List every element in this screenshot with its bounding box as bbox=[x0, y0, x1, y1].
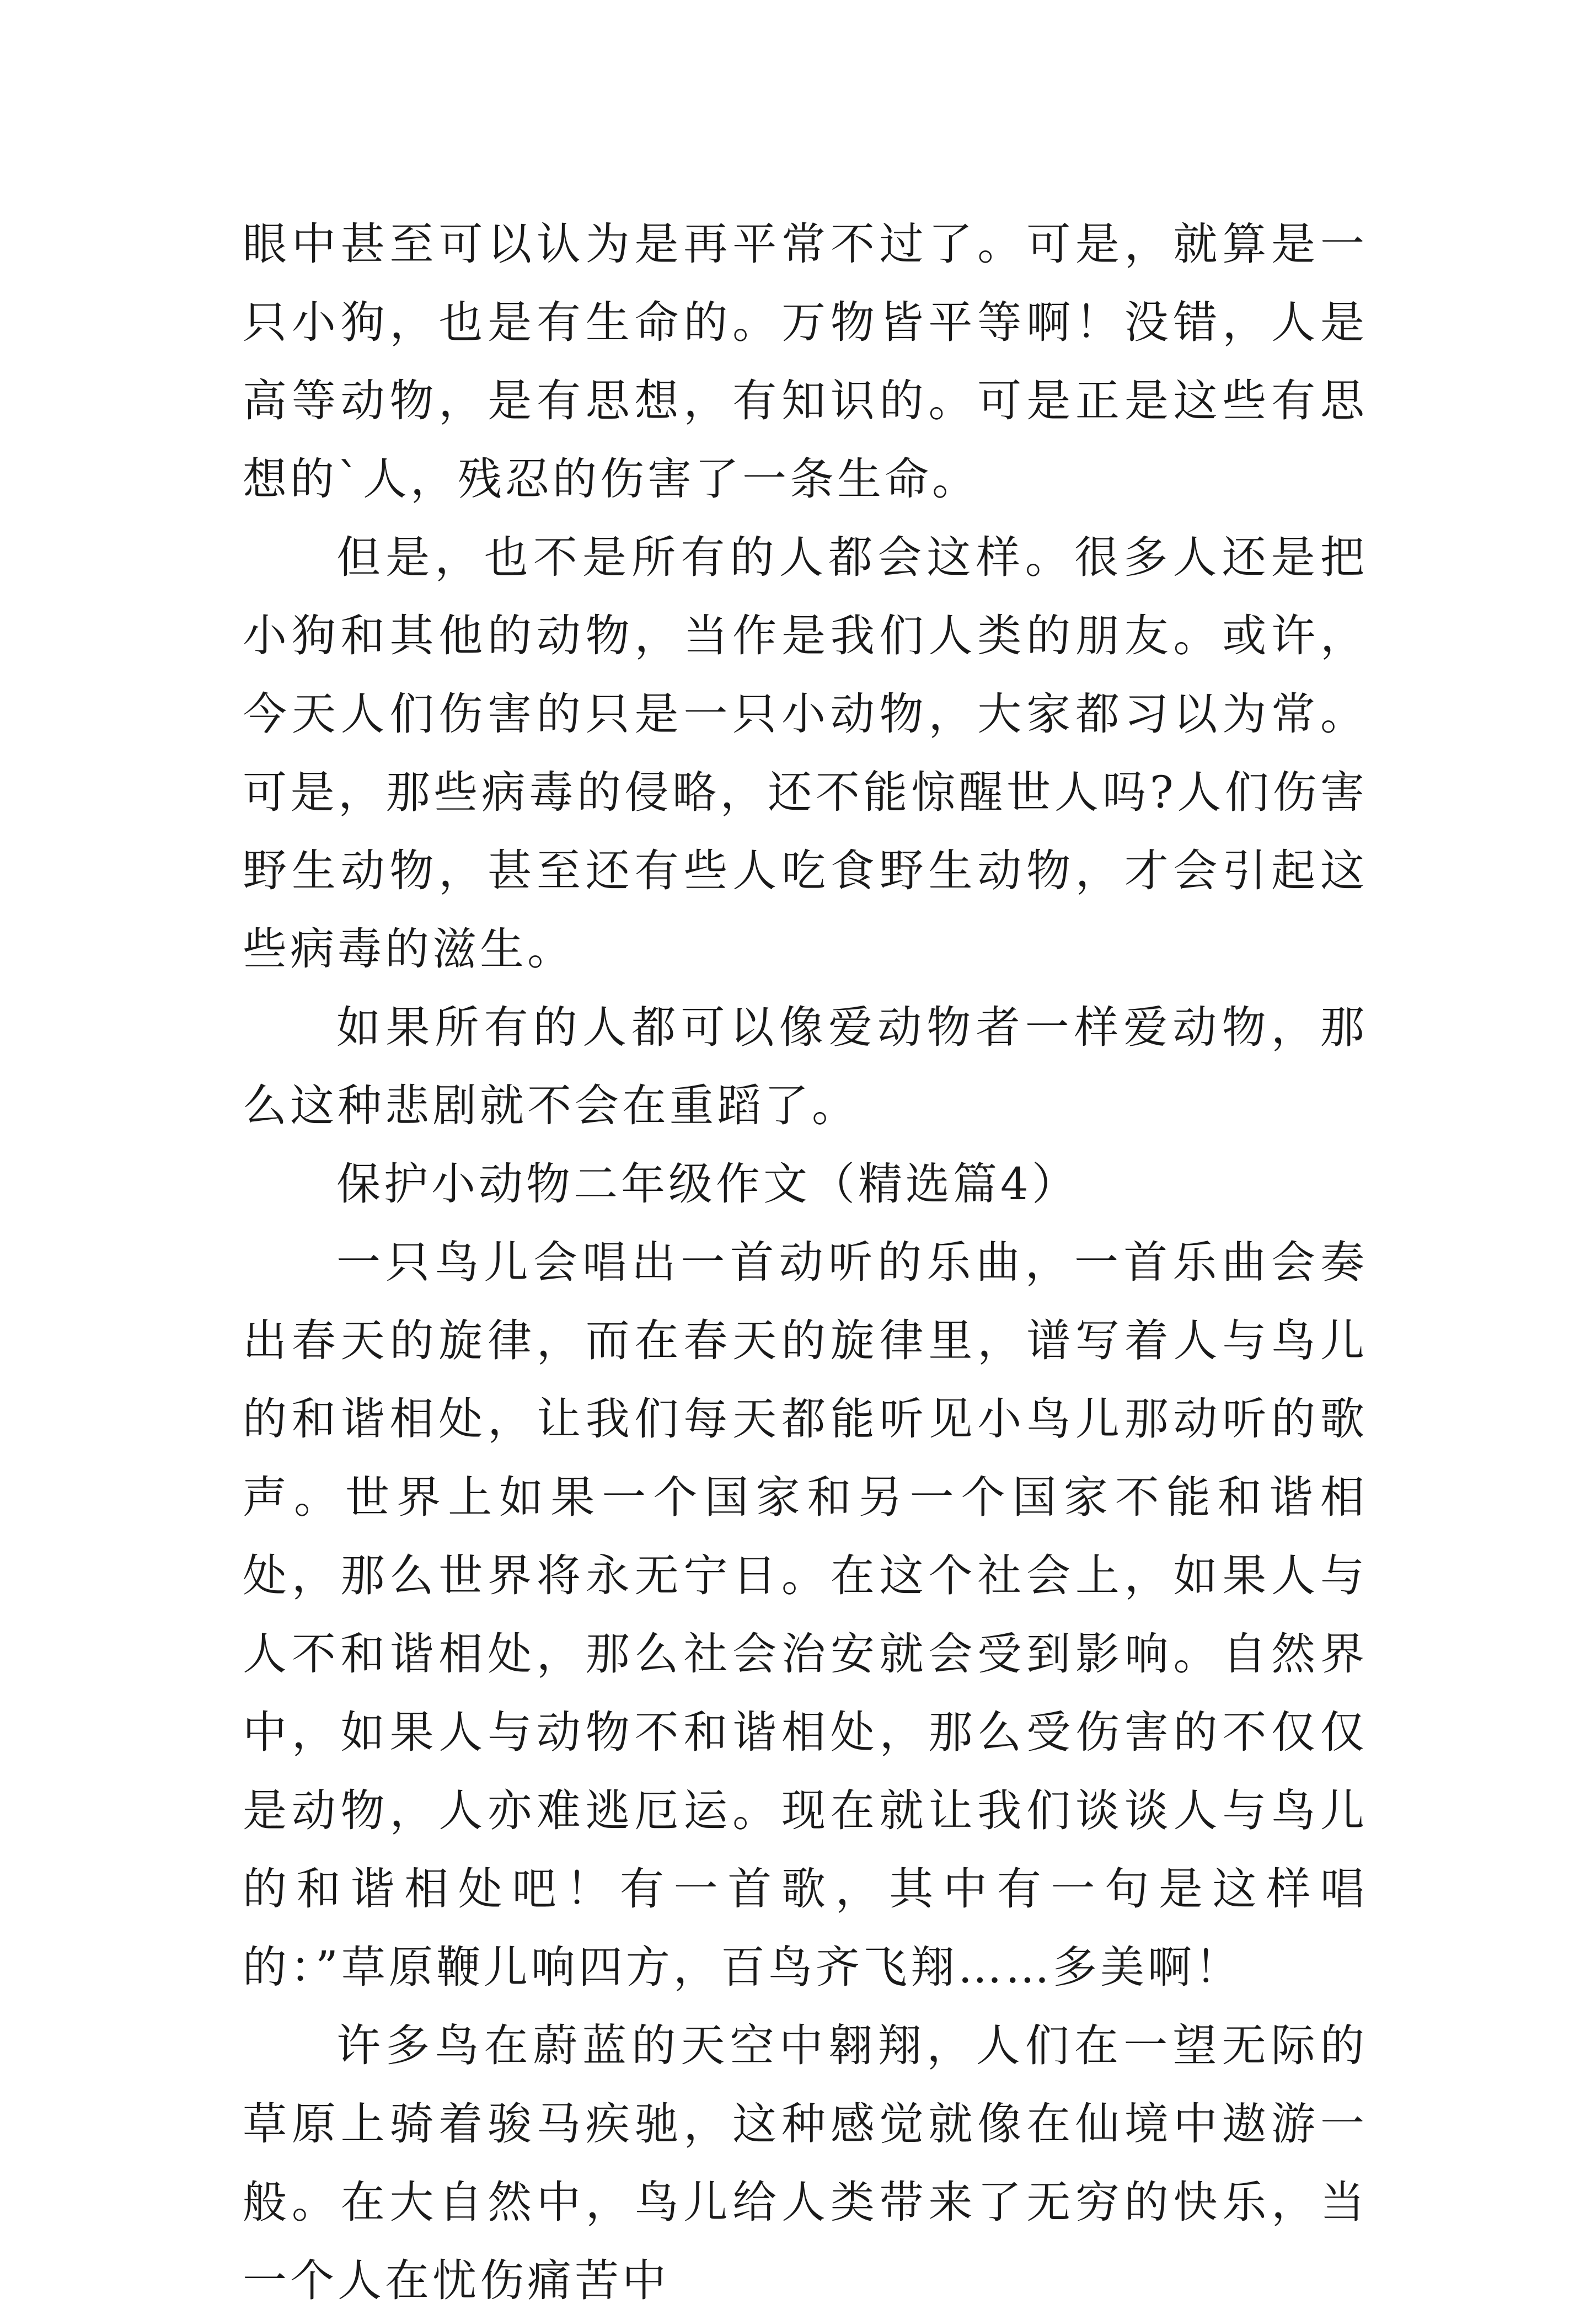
paragraph-2: 但是，也不是所有的人都会这样。很多人还是把小狗和其他的动物，当作是我们人类的朋友。或许，今天人们伤害的只是一只小动物，大家都习以为常。可是，那些病毒的侵略，还不能惊醒世人吗?人们伤害野生动物，甚至还有些人吃食野生动物，才会引起这些病毒的滋生。 bbox=[243, 532, 1368, 975]
paragraph-3: 如果所有的人都可以像爱动物者一样爱动物，那么这种悲剧就不会在重蹈了。 bbox=[243, 1002, 1368, 1131]
document-body bbox=[243, 205, 1368, 2320]
paragraph-5: 许多鸟在蔚蓝的天空中翱翔，人们在一望无际的草原上骑着骏马疾驰，这种感觉就像在仙境中遨游一般。在大自然中，鸟儿给人类带来了无穷的快乐，当一个人在忧伤痛苦中 bbox=[243, 2020, 1368, 2306]
paragraph-1: 眼中甚至可以认为是再平常不过了。可是，就算是一只小狗，也是有生命的。万物皆平等啊！没错，人是高等动物，是有思想，有知识的。可是正是这些有思想的`人，残忍的伤害了一条生命。 bbox=[243, 218, 1368, 505]
section-heading: 保护小动物二年级作文（精选篇4） bbox=[336, 1158, 1079, 1210]
paragraph-4: 一只鸟儿会唱出一首动听的乐曲，一首乐曲会奏出春天的旋律，而在春天的旋律里，谱写着人与鸟儿的和谐相处，让我们每天都能听见小鸟儿那动听的歌声。世界上如果一个国家和另一个国家不能和谐相处，那么世界将永无宁日。在这个社会上，如果人与人不和谐相处，那么社会治安就会受到影响。自然界中，如果人与动物不和谐相处，那么受伤害的不仅仅是动物，人亦难逃厄运。现在就让我们谈谈人与鸟儿的和谐相处吧！有一首歌，其中有一句是这样唱的：”草原鞭儿响四方，百鸟齐飞翔……多美啊！ bbox=[243, 1237, 1368, 1993]
